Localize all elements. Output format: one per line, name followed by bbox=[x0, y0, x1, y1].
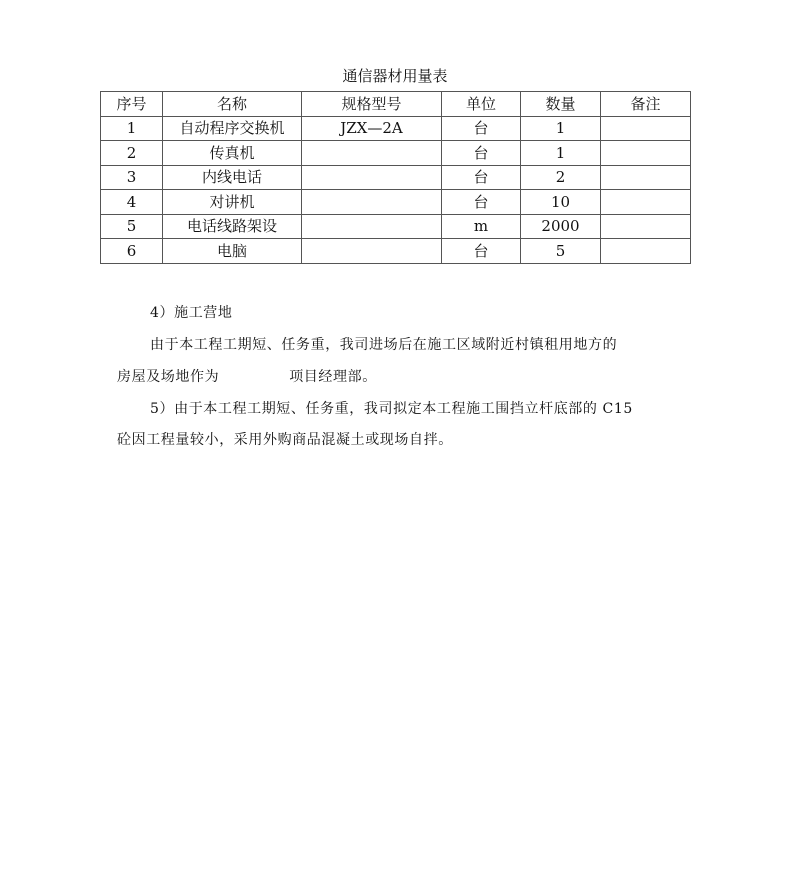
section-4-line-1: 由于本工程工期短、任务重，我司进场后在施工区域附近村镇租用地方的 bbox=[150, 337, 618, 353]
cell-remarks bbox=[601, 165, 691, 190]
cell-model bbox=[302, 190, 442, 215]
cell-quantity: 1 bbox=[521, 116, 601, 141]
materials-table bbox=[100, 91, 691, 264]
table-caption: 通信器材用量表 bbox=[342, 67, 448, 85]
table-row bbox=[101, 165, 691, 190]
cell-model bbox=[302, 214, 442, 239]
cell-name: 内线电话 bbox=[163, 165, 302, 190]
cell-unit: 台 bbox=[442, 165, 521, 190]
cell-index: 5 bbox=[101, 214, 163, 239]
cell-model bbox=[302, 141, 442, 166]
cell-index: 1 bbox=[101, 116, 163, 141]
cell-index: 6 bbox=[101, 239, 163, 264]
cell-quantity: 1 bbox=[521, 141, 601, 166]
header-quantity: 数量 bbox=[521, 92, 601, 117]
cell-unit: 台 bbox=[442, 239, 521, 264]
cell-unit: 台 bbox=[442, 190, 521, 215]
section-4-line-2-start: 房屋及场地作为 bbox=[117, 369, 220, 385]
table-row bbox=[101, 239, 691, 264]
header-name: 名称 bbox=[163, 92, 302, 117]
header-model: 规格型号 bbox=[302, 92, 442, 117]
section-4-heading: 4）施工营地 bbox=[150, 305, 233, 321]
cell-model: JZX—2A bbox=[302, 116, 442, 141]
cell-index: 2 bbox=[101, 141, 163, 166]
cell-name: 传真机 bbox=[163, 141, 302, 166]
cell-remarks bbox=[601, 239, 691, 264]
cell-name: 电脑 bbox=[163, 239, 302, 264]
cell-name: 对讲机 bbox=[163, 190, 302, 215]
table-row bbox=[101, 190, 691, 215]
section-4-line-2 bbox=[117, 367, 697, 387]
header-unit: 单位 bbox=[442, 92, 521, 117]
cell-unit: 台 bbox=[442, 116, 521, 141]
cell-remarks bbox=[601, 190, 691, 215]
table-header-row bbox=[101, 92, 691, 117]
cell-quantity: 5 bbox=[521, 239, 601, 264]
section-4-line-2-end: 项目经理部。 bbox=[289, 369, 377, 385]
cell-model bbox=[302, 239, 442, 264]
table-row bbox=[101, 141, 691, 166]
cell-unit: 台 bbox=[442, 141, 521, 166]
cell-quantity: 2 bbox=[521, 165, 601, 190]
section-5-line-2: 砼因工程量较小，采用外购商品混凝土或现场自拌。 bbox=[117, 432, 453, 448]
cell-remarks bbox=[601, 141, 691, 166]
cell-name: 自动程序交换机 bbox=[163, 116, 302, 141]
section-5-line-1: 5）由于本工程工期短、任务重，我司拟定本工程施工围挡立杆底部的 C15 bbox=[150, 401, 633, 417]
cell-quantity: 2000 bbox=[521, 214, 601, 239]
cell-remarks bbox=[601, 214, 691, 239]
cell-unit: m bbox=[442, 214, 521, 239]
header-index: 序号 bbox=[101, 92, 163, 117]
cell-index: 4 bbox=[101, 190, 163, 215]
cell-remarks bbox=[601, 116, 691, 141]
table-row bbox=[101, 116, 691, 141]
table-row bbox=[101, 214, 691, 239]
cell-quantity: 10 bbox=[521, 190, 601, 215]
header-remarks: 备注 bbox=[601, 92, 691, 117]
cell-index: 3 bbox=[101, 165, 163, 190]
cell-model bbox=[302, 165, 442, 190]
cell-name: 电话线路架设 bbox=[163, 214, 302, 239]
